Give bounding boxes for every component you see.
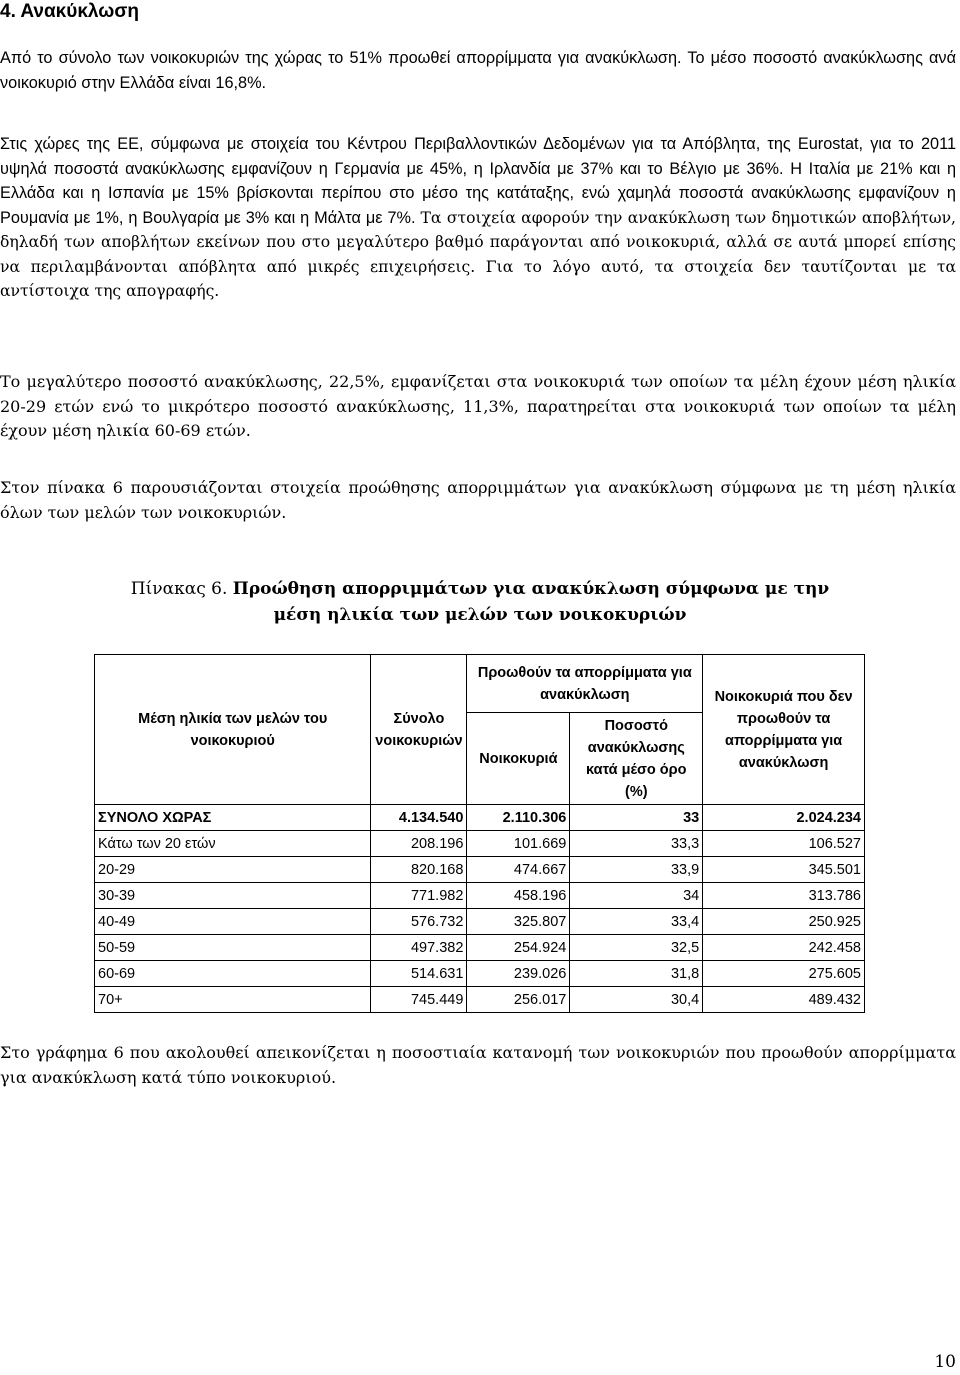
cell-households: 458.196	[467, 883, 570, 909]
cell-not-recycle: 106.527	[703, 831, 865, 857]
table-row	[95, 857, 865, 883]
paragraph-table-intro: Στον πίνακα 6 παρουσιάζονται στοιχεία προώθησης απορριμμάτων για ανακύκλωση σύμφωνα με τη μέση ηλικία όλων των μελών των νοικοκυριών.	[0, 478, 956, 522]
header-age: Μέση ηλικία των μελών του νοικοκυριού	[95, 655, 371, 805]
table-row	[95, 987, 865, 1013]
cell-total: 208.196	[371, 831, 467, 857]
paragraph-intro: Από το σύνολο των νοικοκυριών της χώρας το 51% προωθεί απορρίμματα για ανακύκλωση. Το μέσο ποσοστό ανακύκλωσης ανά νοικοκυριό στην Ελλάδα είναι 16,8%.	[0, 49, 956, 92]
cell-percent: 33,3	[570, 831, 703, 857]
page-number: 10	[934, 1352, 956, 1372]
cell-total: 576.732	[371, 909, 467, 935]
cell-total: 745.449	[371, 987, 467, 1013]
cell-total: 514.631	[371, 961, 467, 987]
cell-households: 2.110.306	[467, 805, 570, 831]
cell-not-recycle: 250.925	[703, 909, 865, 935]
cell-age: 20-29	[95, 857, 371, 883]
recycling-by-age-table	[94, 654, 865, 1013]
table-row	[95, 831, 865, 857]
header-recycle-percent: Ποσοστό ανακύκλωσης κατά μέσο όρο (%)	[570, 713, 703, 805]
table-row	[95, 961, 865, 987]
cell-percent: 33,9	[570, 857, 703, 883]
table-row-total	[95, 805, 865, 831]
cell-total: 771.982	[371, 883, 467, 909]
cell-percent: 34	[570, 883, 703, 909]
cell-age: 60-69	[95, 961, 371, 987]
cell-households: 256.017	[467, 987, 570, 1013]
cell-households: 101.669	[467, 831, 570, 857]
cell-not-recycle: 242.458	[703, 935, 865, 961]
table-caption-title-line2: μέση ηλικία των μελών των νοικοκυριών	[273, 605, 687, 625]
table-caption-label: Πίνακας 6.	[130, 579, 228, 599]
cell-not-recycle: 313.786	[703, 883, 865, 909]
table-row	[95, 883, 865, 909]
cell-percent: 33	[570, 805, 703, 831]
cell-percent: 31,8	[570, 961, 703, 987]
cell-not-recycle: 2.024.234	[703, 805, 865, 831]
paragraph-eu-stats: Στις χώρες της ΕΕ, σύμφωνα με στοιχεία του Κέντρου Περιβαλλοντικών Δεδομένων για τα Απόβλητα, της Eurostat, για το 2011 υψηλά ποσοστά ανακύκλωσης εμφανίζουν η Γερμανία με 45%, η Ιρλανδία με 37% και το Βέλγιο με 36%. Η Ιταλία με 21% και η Ελλάδα και η Ισπανία με 15% βρίσκονται περίπου στο μέσο της κατάταξης, ενώ χαμηλά ποσοστά ανακύκλωσης εμφανίζουν η Ρουμανία με 1%, η Βουλγαρία με 3% και η Μάλτα με 7%.	[0, 135, 956, 227]
cell-age: 30-39	[95, 883, 371, 909]
cell-total: 497.382	[371, 935, 467, 961]
cell-age: 40-49	[95, 909, 371, 935]
table-row	[95, 909, 865, 935]
cell-not-recycle: 275.605	[703, 961, 865, 987]
cell-not-recycle: 489.432	[703, 987, 865, 1013]
header-total-households: Σύνολο νοικοκυριών	[371, 655, 467, 805]
section-heading: 4. Ανακύκλωση	[0, 1, 139, 22]
cell-age: 70+	[95, 987, 371, 1013]
cell-percent: 30,4	[570, 987, 703, 1013]
paragraph-age-highlights: Το μεγαλύτερο ποσοστό ανακύκλωσης, 22,5%, εμφανίζεται στα νοικοκυριά των οποίων τα μέλη έχουν μέση ηλικία 20-29 ετών ενώ το μικρότερο ποσοστό ανακύκλωσης, 11,3%, παρατηρείται στα νοικοκυριά των οποίων τα μέλη έχουν μέση ηλικία 60-69 ετών.	[0, 372, 956, 440]
table-caption-title-line1: Προώθηση απορριμμάτων για ανακύκλωση σύμφωνα με την	[232, 579, 830, 599]
cell-age: 50-59	[95, 935, 371, 961]
cell-not-recycle: 345.501	[703, 857, 865, 883]
cell-households: 325.807	[467, 909, 570, 935]
header-households: Νοικοκυριά	[467, 713, 570, 805]
header-not-recycle: Νοικοκυριά που δεν προωθούν τα απορρίμματα για ανακύκλωση	[703, 655, 865, 805]
paragraph-eu-note: Τα στοιχεία αφορούν την ανακύκλωση των δημοτικών αποβλήτων, δηλαδή των αποβλήτων εκείνων που στο μεγαλύτερο βαθμό παράγονται από νοικοκυριά, αλλά σε αυτά μπορεί επίσης να περιλαμβάνονται απόβλητα από μικρές επιχειρήσεις. Για το λόγο αυτό, τα στοιχεία δεν ταυτίζονται με τα αντίστοιχα της απογραφής.	[0, 208, 957, 300]
paragraph-chart-intro: Στο γράφημα 6 που ακολουθεί απεικονίζεται η ποσοστιαία κατανομή των νοικοκυριών που προωθούν απορρίμματα για ανακύκλωση κατά τύπο νοικοκυριού.	[0, 1043, 956, 1087]
paragraph-eu-comparison	[0, 132, 956, 304]
header-recycle-group: Προωθούν τα απορρίμματα για ανακύκλωση	[467, 655, 703, 713]
cell-percent: 33,4	[570, 909, 703, 935]
cell-households: 474.667	[467, 857, 570, 883]
cell-households: 254.924	[467, 935, 570, 961]
table-caption	[0, 576, 960, 628]
cell-total: 820.168	[371, 857, 467, 883]
cell-percent: 32,5	[570, 935, 703, 961]
cell-total: 4.134.540	[371, 805, 467, 831]
cell-households: 239.026	[467, 961, 570, 987]
table-row	[95, 935, 865, 961]
cell-age: ΣΥΝΟΛΟ ΧΩΡΑΣ	[95, 805, 371, 831]
cell-age: Κάτω των 20 ετών	[95, 831, 371, 857]
